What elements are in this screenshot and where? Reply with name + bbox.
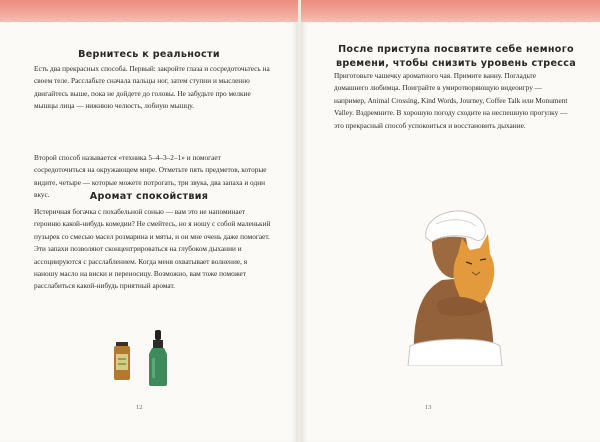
green-dropper-bottle-icon — [149, 330, 167, 386]
paragraph-aroma: Истеричная богачка с похабельной сонью — вам это не напоминает героиню какой-нибудь комедии? Не смейтесь, но я ношу с собой маленький пузырек со смесью масел розмарина и мяты, и он мне очень даже помогает. Эти запахи позволяют сконцентрироваться на глубоком дыхании и ассоциируются с расслаблением. Когда меня охватывает волнение, я наношу масло на виски и переносицу. Возможно, вам тоже поможет расслабиться какой-нибудь приятный аромат. — [34, 207, 271, 291]
person-with-cat-illustration — [396, 196, 516, 366]
paragraph-first-method: Есть два прекрасных способа. Первый: закройте глаза и сосредоточьтесь на своем теле. Расслабьте сначала пальцы ног, затем ступни и мысленно двигайтесь выше, пока не дойдете до головы. Не забудьте про мелкие мышцы лица — нижнюю челюсть, лобную мышцу. — [34, 64, 270, 111]
heading-after-attack: После приступа посвятите себе немного времени, чтобы снизить уровень стресса — [335, 44, 577, 69]
left-page — [0, 0, 298, 442]
page-number-right: 13 — [425, 404, 432, 411]
watercolor-band — [0, 0, 298, 22]
page-number-left: 12 — [136, 404, 143, 411]
paragraph-second-method: Второй способ называется «техника 5–4–3–2–1» и помогает сосредоточиться на окружающем мире. Отметьте пять предметов, которые видите, четыре — которые можете потрогать, три звука, два запаха и один вкус. — [34, 153, 267, 200]
amber-bottle-icon — [114, 342, 130, 380]
right-page — [301, 0, 600, 442]
watercolor-band — [301, 0, 600, 22]
oil-bottles-illustration — [110, 328, 180, 388]
heading-calm-aroma: Аромат спокойствия — [89, 191, 209, 202]
heading-return-to-reality: Вернитесь к реальности — [78, 49, 220, 60]
paragraph-destress-tips: Приготовьте чашечку ароматного чая. Примите ванну. Погладьте домашнего любимца. Поиграйте в умиротворяющую видеоигру — например, Animal Crossing, Kind Words, Journey, Coffee Talk или Monument Valley. Вздремните. В хорошую погоду сходите на неспешную прогулку — это прекрасный способ успокоиться и восстановить дыхание. — [334, 71, 568, 130]
